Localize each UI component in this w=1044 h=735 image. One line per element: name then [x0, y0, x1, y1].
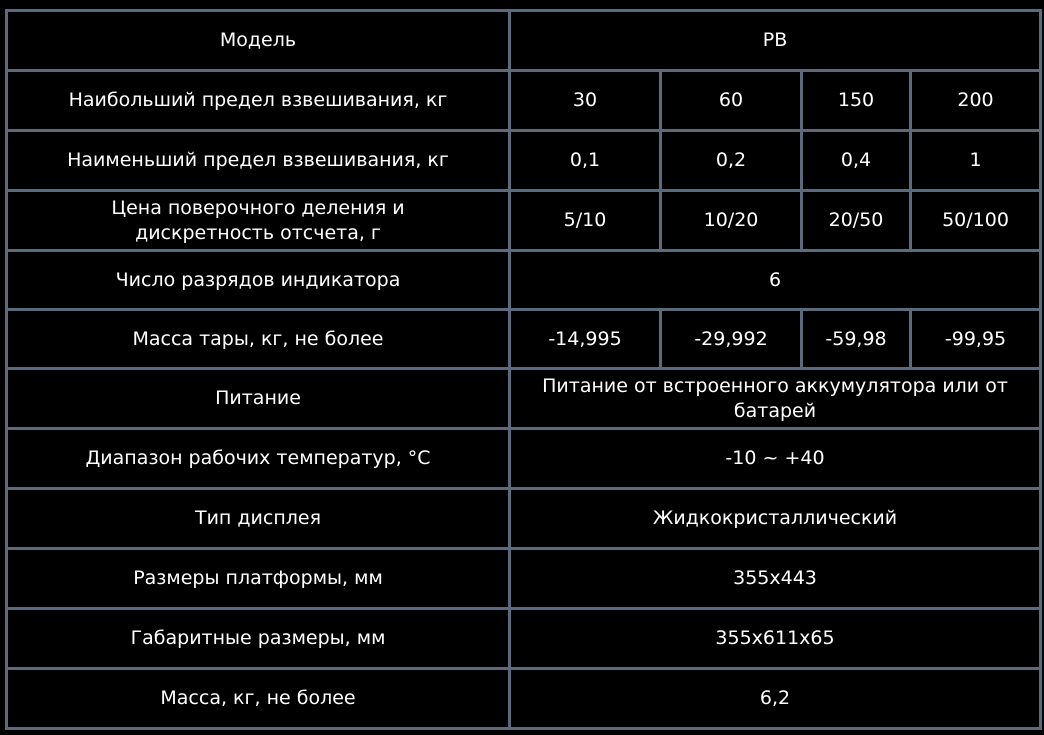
- value-text: 6,2: [759, 687, 791, 709]
- row-max-weighing-limit: [7, 71, 1041, 131]
- value-cell: 30: [510, 71, 661, 131]
- value-cell: 50/100: [911, 191, 1041, 251]
- row-value: [510, 429, 1041, 489]
- value-cell: 0,4: [802, 131, 911, 191]
- row-label: [7, 131, 510, 191]
- label-text: Наименьший предел взвешивания, кг: [67, 149, 449, 171]
- label-text: Масса тары, кг, не более: [132, 327, 384, 350]
- row-value: [510, 11, 1041, 71]
- row-label: [7, 369, 510, 429]
- value-cell: 20/50: [802, 191, 911, 251]
- row-indicator-digits: [7, 251, 1041, 310]
- value-cell: 0,1: [510, 131, 661, 191]
- value-text: 6: [768, 268, 782, 291]
- value-cell: -59,98: [802, 310, 911, 369]
- value-text: 355x611x65: [715, 627, 835, 649]
- label-text: Цена поверочного деления и дискретность отсчета, г: [111, 196, 405, 244]
- row-value: [510, 251, 1041, 310]
- value-text: 355x443: [733, 567, 817, 589]
- label-text: Размеры платформы, мм: [133, 567, 383, 589]
- value-cell: -99,95: [911, 310, 1041, 369]
- row-label: [7, 191, 510, 251]
- row-label: [7, 489, 510, 549]
- row-min-weighing-limit: [7, 131, 1041, 191]
- row-model: [7, 11, 1041, 71]
- value-cell: -29,992: [661, 310, 802, 369]
- specifications-table: [5, 9, 1042, 730]
- row-overall-dimensions: [7, 609, 1041, 669]
- label-text: Тип дисплея: [194, 507, 322, 529]
- label-text: Диапазон рабочих температур, °С: [85, 447, 431, 469]
- value-cell: 60: [661, 71, 802, 131]
- row-operating-temperature: [7, 429, 1041, 489]
- row-label: [7, 11, 510, 71]
- value-cell: 150: [802, 71, 911, 131]
- row-label: [7, 251, 510, 310]
- row-tare-mass: [7, 310, 1041, 369]
- value-text: Питание от встроенного аккумулятора или от батарей: [542, 374, 1008, 422]
- row-verification-interval: [7, 191, 1041, 251]
- row-label: [7, 429, 510, 489]
- label-text: Габаритные размеры, мм: [130, 627, 386, 649]
- value-cell: 1: [911, 131, 1041, 191]
- row-power: [7, 369, 1041, 429]
- value-text: -10 ~ +40: [725, 447, 825, 469]
- row-value: [510, 369, 1041, 429]
- row-mass: [7, 669, 1041, 729]
- value-cell: -14,995: [510, 310, 661, 369]
- row-platform-size: [7, 549, 1041, 609]
- value-cell: 10/20: [661, 191, 802, 251]
- row-label: [7, 669, 510, 729]
- row-value: [510, 489, 1041, 549]
- value-text: Жидкокристаллический: [652, 507, 898, 529]
- label-text: Наибольший предел взвешивания, кг: [68, 89, 448, 111]
- label-text: Масса, кг, не более: [160, 687, 356, 709]
- value-cell: 5/10: [510, 191, 661, 251]
- value-cell: 0,2: [661, 131, 802, 191]
- row-label: [7, 549, 510, 609]
- value-text: РВ: [762, 29, 788, 51]
- label-text: Питание: [215, 387, 301, 409]
- row-value: [510, 609, 1041, 669]
- row-label: [7, 71, 510, 131]
- label-text: Число разрядов индикатора: [115, 268, 401, 291]
- row-value: [510, 549, 1041, 609]
- row-value: [510, 669, 1041, 729]
- label-text: Модель: [219, 29, 297, 51]
- row-label: [7, 310, 510, 369]
- row-display-type: [7, 489, 1041, 549]
- value-cell: 200: [911, 71, 1041, 131]
- row-label: [7, 609, 510, 669]
